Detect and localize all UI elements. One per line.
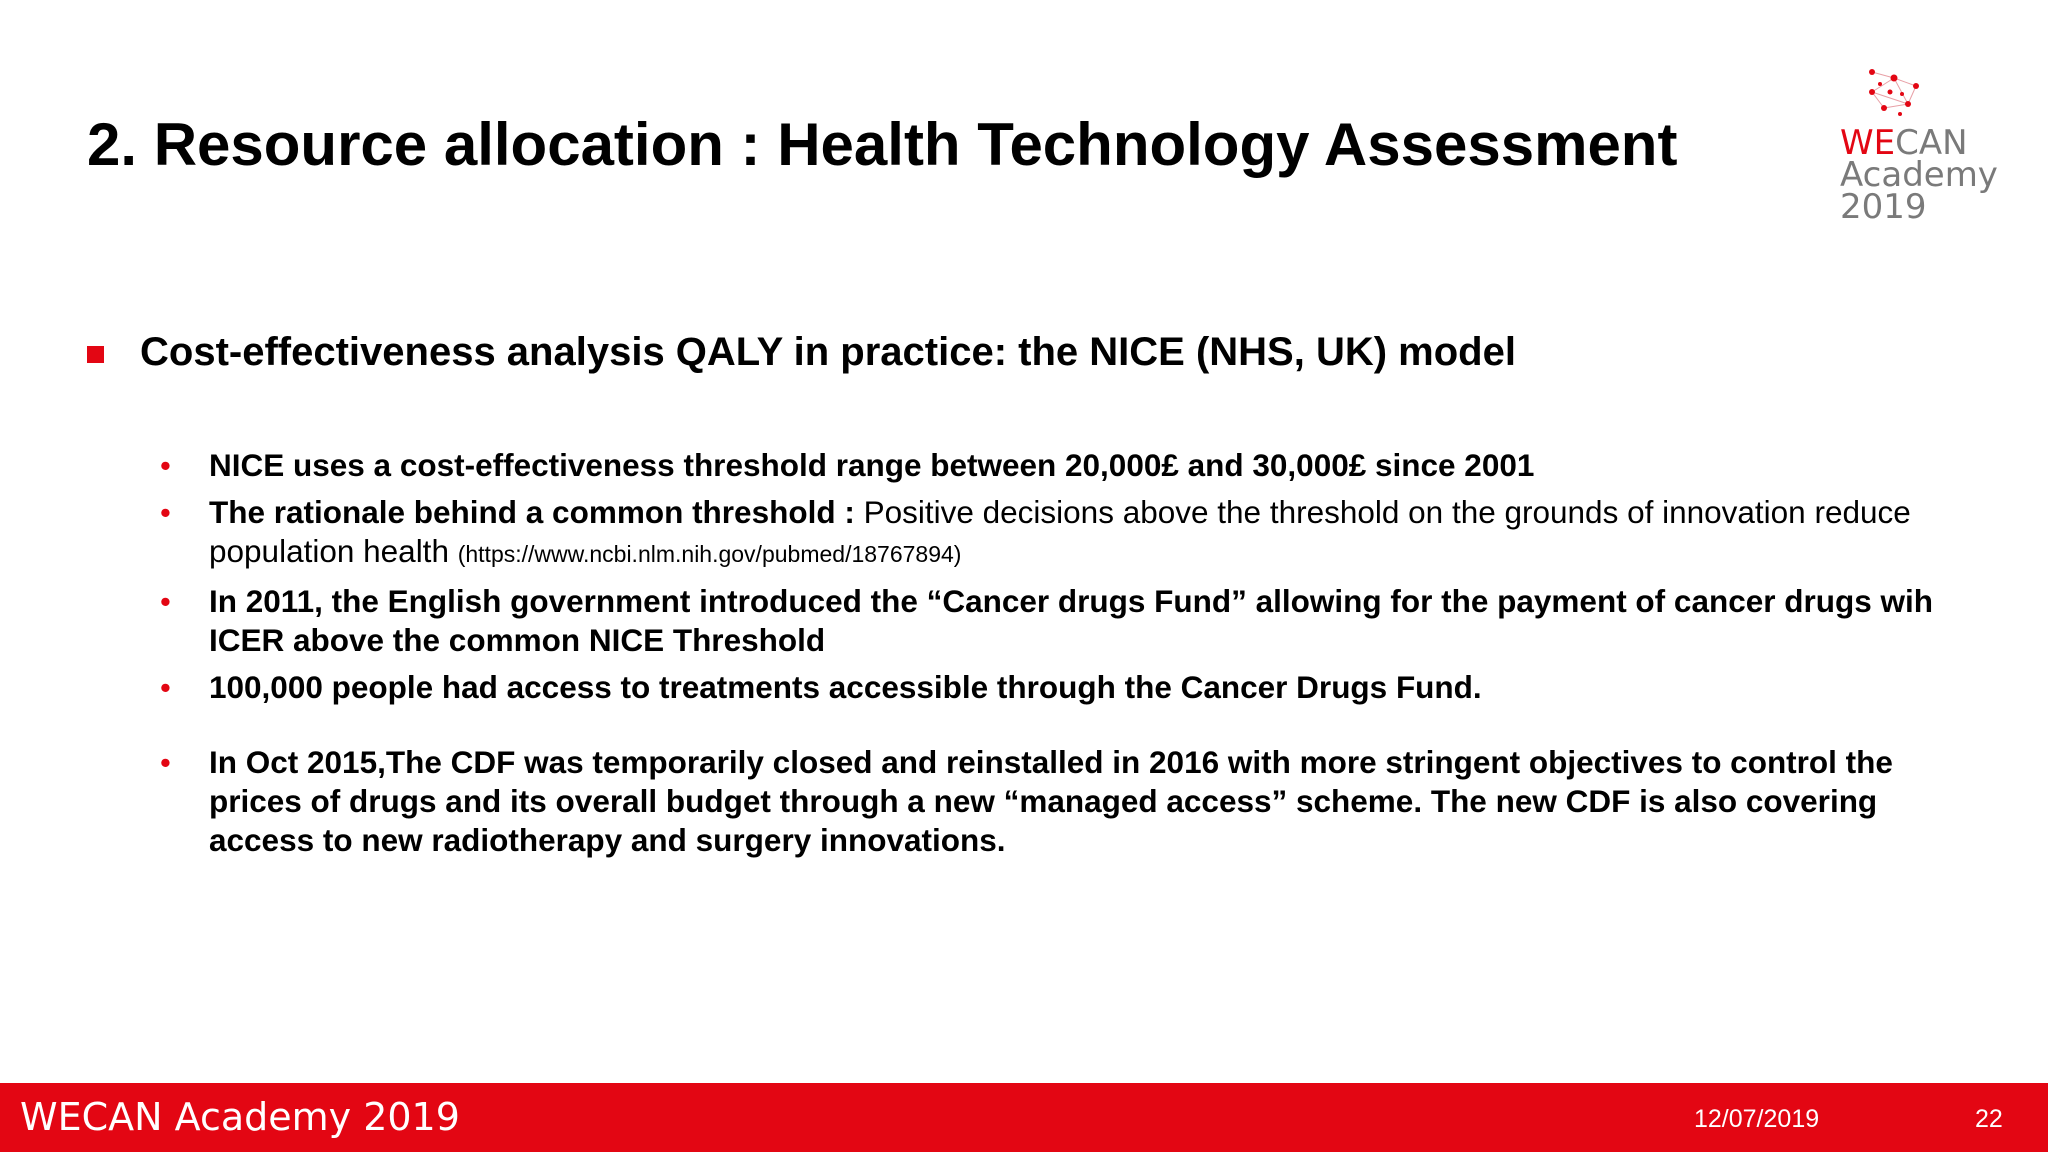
list-item: [160, 493, 1960, 574]
reference-link[interactable]: (https://www.ncbi.nlm.nih.gov/pubmed/18767894): [457, 541, 962, 567]
footer-date: 12/07/2019: [1694, 1105, 1820, 1133]
logo-accent-text: WE: [1840, 123, 1896, 163]
bullet-text: In Oct 2015,The CDF was temporarily closed and reinstalled in 2016 with more stringent objectives to control the prices of drugs and its overall budget through a new “managed access” scheme. The new CDF is also covering access to new radiotherapy and surgery innovations.: [209, 744, 1893, 858]
logo-rest-text: CAN: [1895, 123, 1968, 163]
bullet-text: 100,000 people had access to treatments accessible through the Cancer Drugs Fund.: [209, 669, 1482, 705]
bullet-dot-icon: •: [160, 448, 171, 483]
logo-line-3: 2019: [1840, 187, 1927, 227]
list-item: [160, 668, 1960, 707]
square-bullet-icon: [87, 346, 104, 363]
list-item: [160, 743, 1960, 860]
wecan-logo: [1830, 64, 1998, 234]
bullet-dot-icon: •: [160, 670, 171, 705]
bullet-dot-icon: •: [160, 584, 171, 619]
list-item: [160, 446, 1960, 485]
slide-title: 2. Resource allocation : Health Technology Assessment: [87, 111, 1678, 178]
bullet-list: [160, 446, 1960, 868]
section-heading: [87, 330, 1516, 375]
bullet-text-bold: The rationale behind a common threshold :: [209, 494, 864, 530]
footer-brand: WECAN Academy 2019: [20, 1095, 460, 1139]
bullet-text: Positive decisions above the threshold on the grounds of innovation reduce population health: [209, 494, 1911, 569]
footer-bar: [0, 1083, 2048, 1152]
bullet-dot-icon: •: [160, 745, 171, 780]
bullet-text: In 2011, the English government introduced the “Cancer drugs Fund” allowing for the payment of cancer drugs wih ICER above the common NICE Threshold: [209, 583, 1933, 658]
page-number: 22: [1975, 1105, 2003, 1133]
list-item: [160, 582, 1960, 660]
network-dots-icon: [1860, 64, 1940, 124]
section-heading-text: Cost-effectiveness analysis QALY in practice: the NICE (NHS, UK) model: [140, 330, 1516, 374]
bullet-dot-icon: •: [160, 495, 171, 530]
logo-line-2: Academy: [1840, 155, 1998, 195]
bullet-text: NICE uses a cost-effectiveness threshold range between 20,000£ and 30,000£ since 2001: [209, 447, 1535, 483]
